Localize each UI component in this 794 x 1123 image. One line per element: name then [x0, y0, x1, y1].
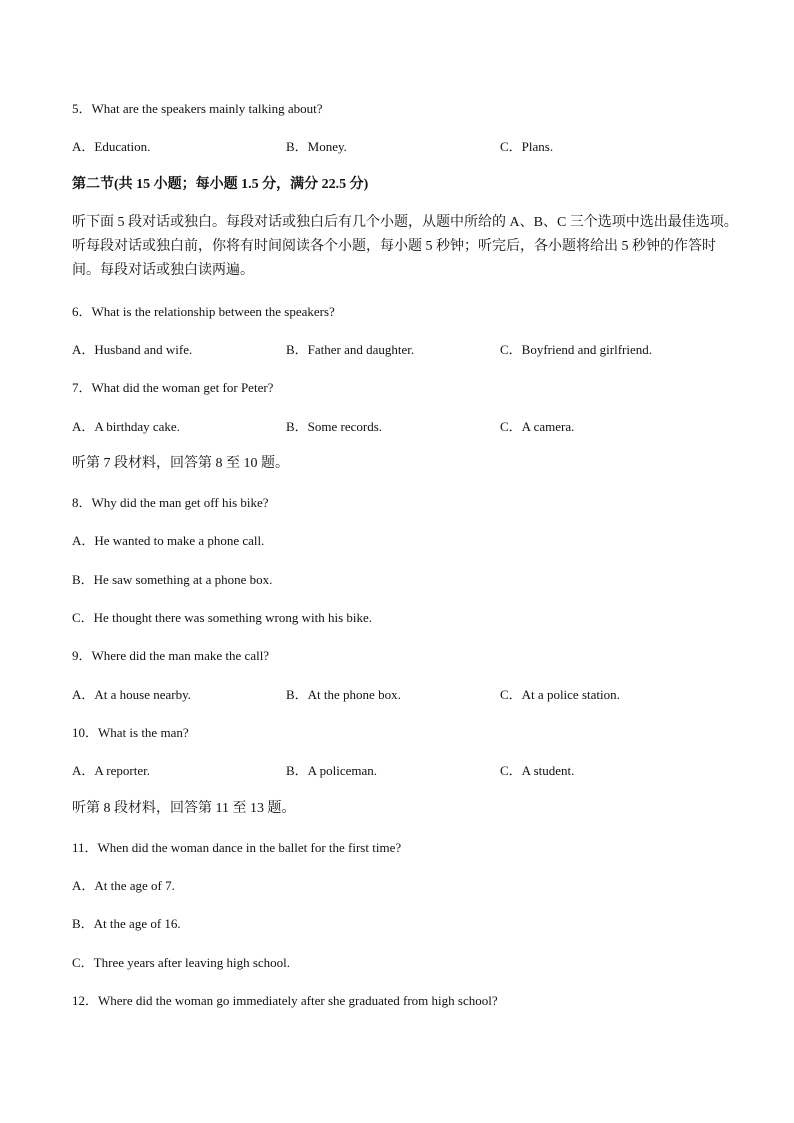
question-5-option-c: C．Plans.	[500, 139, 554, 154]
question-6-option-b: B．Father and daughter.	[286, 342, 415, 357]
question-8-option-b: B．He saw something at a phone box.	[72, 572, 273, 587]
passage-8-intro: 听第 8 段材料，回答第 11 至 13 题。	[72, 801, 296, 816]
question-7-option-c: C．A camera.	[500, 419, 575, 434]
instruction-line-3: 间。每段对话或独白读两遍。	[72, 263, 254, 278]
instruction-line-2: 听每段对话或独白前，你将有时间阅读各个小题，每小题 5 秒钟；听完后，各小题将给出 5 秒钟的作答时	[72, 239, 716, 254]
section-2-instructions	[72, 211, 738, 283]
question-10-stem: 10．What is the man?	[72, 725, 189, 740]
question-9-option-c: C．At a police station.	[500, 687, 620, 702]
question-7-option-a: A．A birthday cake.	[72, 419, 180, 434]
question-11-option-c: C．Three years after leaving high school.	[72, 955, 291, 970]
instruction-line-1: 听下面 5 段对话或独白。每段对话或独白后有几个小题，从题中所给的 A、B、C 三个选项中选出最佳选项。	[72, 215, 738, 230]
question-9-stem: 9．Where did the man make the call?	[72, 648, 270, 663]
passage-7-intro: 听第 7 段材料，回答第 8 至 10 题。	[72, 456, 289, 471]
question-6-option-a: A．Husband and wife.	[72, 342, 193, 357]
question-5-stem: 5．What are the speakers mainly talking about?	[72, 101, 323, 116]
question-9-option-a: A．At a house nearby.	[72, 687, 192, 702]
question-12-stem: 12．Where did the woman go immediately after she graduated from high school?	[72, 993, 498, 1008]
question-10-option-b: B．A policeman.	[286, 763, 377, 778]
question-5-option-b: B．Money.	[286, 139, 347, 154]
question-11-option-b: B．At the age of 16.	[72, 916, 181, 931]
question-7-stem: 7．What did the woman get for Peter?	[72, 380, 274, 395]
question-11-option-a: A．At the age of 7.	[72, 878, 175, 893]
question-10-option-a: A．A reporter.	[72, 763, 150, 778]
question-8-option-c: C．He thought there was something wrong with his bike.	[72, 610, 373, 625]
question-6-stem: 6．What is the relationship between the speakers?	[72, 304, 335, 319]
question-10-option-c: C．A student.	[500, 763, 575, 778]
question-6-option-c: C．Boyfriend and girlfriend.	[500, 342, 652, 357]
question-8-stem: 8．Why did the man get off his bike?	[72, 495, 269, 510]
section-2-heading: 第二节(共 15 小题；每小题 1.5 分，满分 22.5 分)	[72, 177, 369, 192]
question-11-stem: 11．When did the woman dance in the ballet for the first time?	[72, 840, 402, 855]
question-9-option-b: B．At the phone box.	[286, 687, 401, 702]
question-5-option-a: A．Education.	[72, 139, 151, 154]
question-8-option-a: A．He wanted to make a phone call.	[72, 533, 265, 548]
question-7-option-b: B．Some records.	[286, 419, 383, 434]
